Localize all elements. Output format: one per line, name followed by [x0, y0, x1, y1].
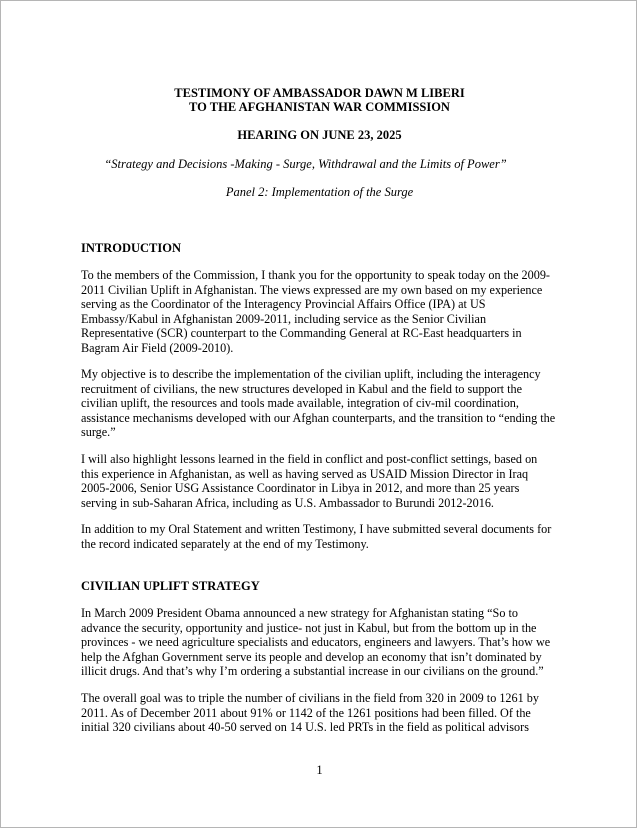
- text-line: I will also highlight lessons learned in the field in conflict and post-conflict settings, based on: [81, 452, 538, 466]
- text-line: My objective is to describe the implementation of the civilian uplift, including the interagency: [81, 367, 541, 381]
- text-line: the record indicated separately at the end of my Testimony.: [81, 536, 369, 551]
- text-line: serving in sub-Saharan Africa, including as U.S. Ambassador to Burundi 2012-2016.: [81, 495, 494, 510]
- document-title-line-1: TESTIMONY OF AMBASSADOR DAWN M LIBERI: [174, 86, 465, 100]
- text-line: 2011 Civilian Uplift in Afghanistan. The views expressed are my own based on my experience: [81, 282, 543, 297]
- text-line: civilian uplift, the resources and tools made available, integration of civ-mil coordination,: [81, 396, 519, 410]
- intro-paragraph-4: [81, 522, 561, 551]
- intro-paragraph-2: [81, 367, 561, 440]
- page-number: 1: [316, 763, 323, 777]
- panel-title: Panel 2: Implementation of the Surge: [225, 185, 414, 199]
- text-line: illicit drugs. And that’s why I’m ordering a substantial increase in our civilians on the ground.”: [81, 664, 544, 678]
- document-title-line-2: TO THE AFGHANISTAN WAR COMMISSION: [189, 100, 450, 114]
- text-line: provinces - we need agriculture specialists and educators, engineers and lawyers. That’s how we: [81, 635, 551, 649]
- text-line: Representative (SCR) counterpart to the Commanding General at RC-East headquarters in: [81, 326, 522, 340]
- text-line: this experience in Afghanistan, as well as having served as USAID Mission Director in Iraq: [81, 466, 529, 481]
- text-line: 2011. As of December 2011 about 91% or 1142 of the 1261 positions had been filled. Of the: [81, 705, 531, 720]
- intro-paragraph-3: [81, 452, 561, 510]
- text-line: serving as the Coordinator of the Interagency Provincial Affairs Office (IPA) at US: [81, 297, 486, 311]
- text-line: initial 320 civilians about 40-50 served on 14 U.S. led PRTs in the field as political advisors: [81, 720, 529, 734]
- strategy-paragraph-1: [81, 606, 561, 679]
- intro-paragraph-1: [81, 268, 561, 355]
- strategy-heading: CIVILIAN UPLIFT STRATEGY: [81, 579, 260, 593]
- text-line: In March 2009 President Obama announced a new strategy for Afghanistan stating “So to: [81, 606, 518, 620]
- text-line: assistance mechanisms developed with our Afghan counterparts, and the transition to “ending the: [81, 410, 556, 425]
- text-line: Bagram Air Field (2009-2010).: [81, 340, 234, 355]
- text-line: In addition to my Oral Statement and written Testimony, I have submitted several documents for: [81, 522, 552, 536]
- introduction-heading: INTRODUCTION: [81, 241, 182, 255]
- text-line: To the members of the Commission, I thank you for the opportunity to speak today on the 2009-: [81, 268, 550, 282]
- hearing-subtitle: “Strategy and Decisions -Making - Surge, Withdrawal and the Limits of Power”: [104, 157, 507, 171]
- text-line: recruitment of civilians, the new structures developed in Kabul and the field to support the: [81, 381, 522, 396]
- text-line: help the Afghan Government serve its people and develop an economy that isn’t dominated by: [81, 649, 542, 664]
- text-line: advance the security, opportunity and justice- not just in Kabul, but from the bottom up in the: [81, 620, 537, 635]
- text-line: The overall goal was to triple the number of civilians in the field from 320 in 2009 to 1261 by: [81, 691, 539, 705]
- strategy-paragraph-2: [81, 691, 561, 735]
- text-line: 2005-2006, Senior USG Assistance Coordinator in Libya in 2012, and more than 25 years: [81, 481, 520, 495]
- hearing-date: HEARING ON JUNE 23, 2025: [237, 128, 402, 142]
- text-line: Embassy/Kabul in Afghanistan 2009-2011, including service as the Senior Civilian: [81, 311, 487, 326]
- text-line: surge.”: [81, 425, 116, 439]
